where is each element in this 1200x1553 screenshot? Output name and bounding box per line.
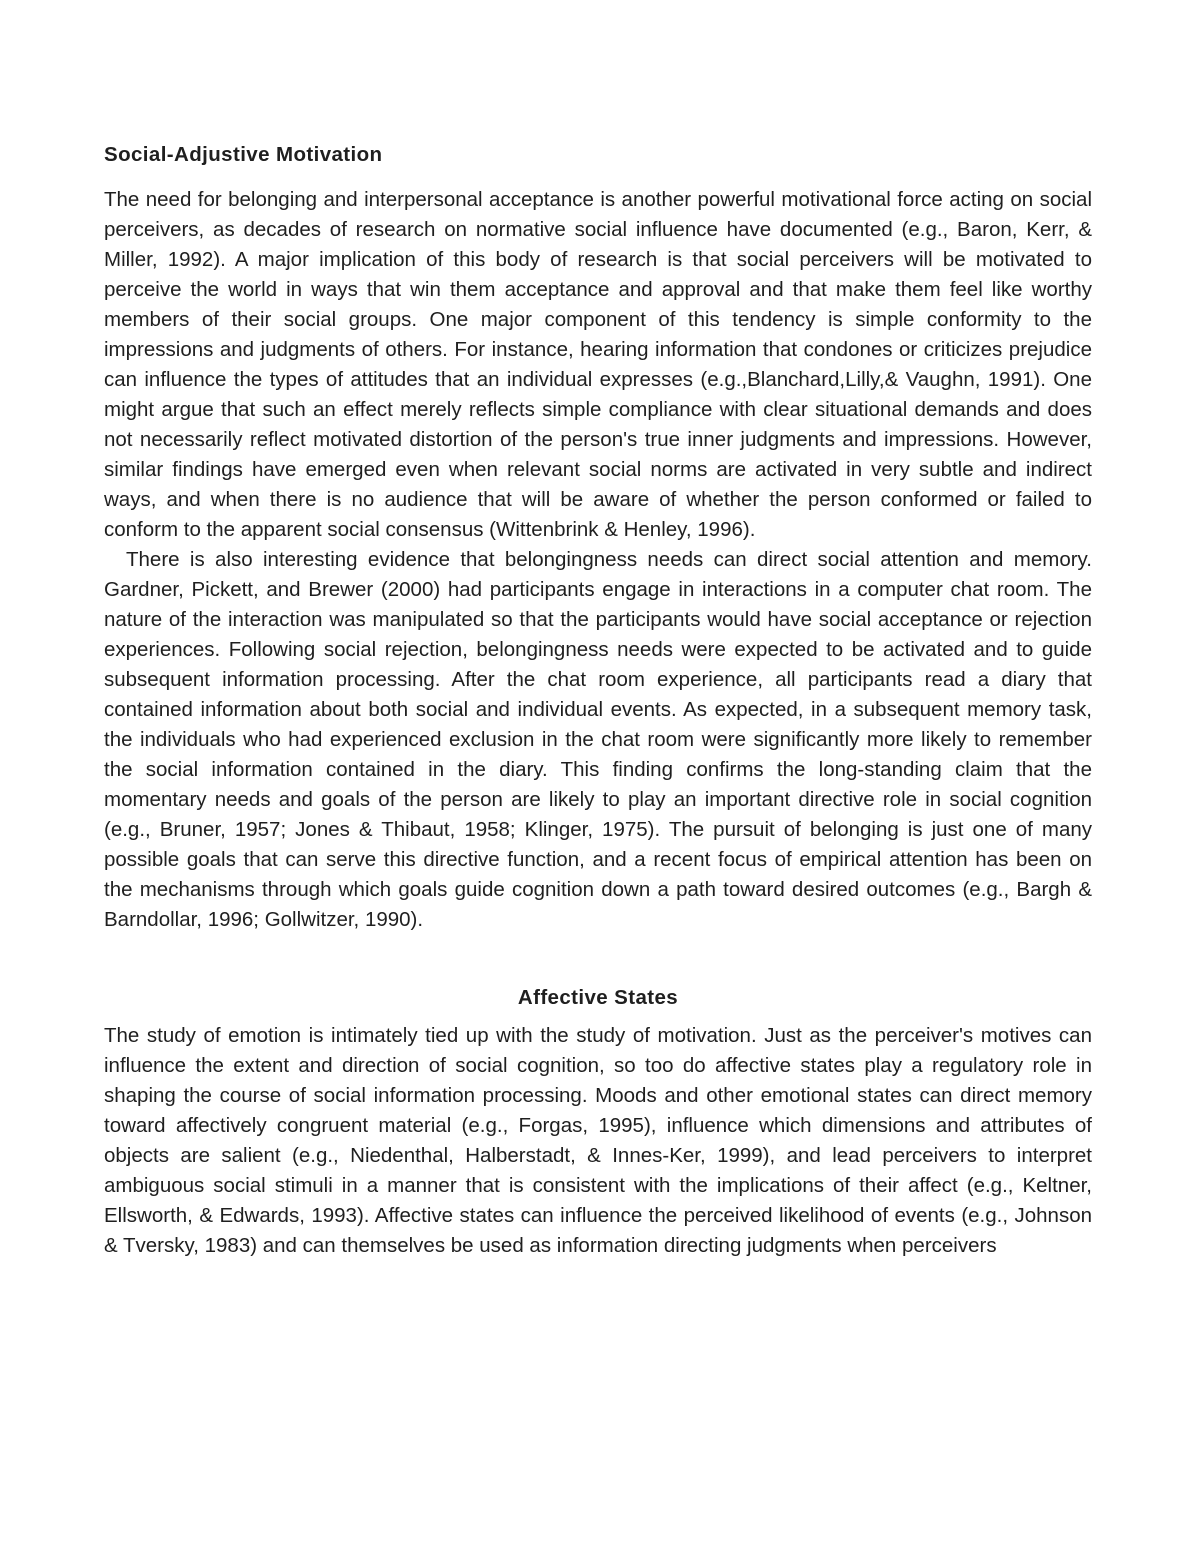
paragraph: The need for belonging and interpersonal acceptance is another powerful motivational force acting on social perceivers, as decades of research on normative social influence have documented (e.g., Baron, Kerr, & Miller, 1992). A major implication of this body of research is that social perceivers will be motivated to perceive the world in ways that win them acceptance and approval and that make them feel like worthy members of their social groups. One major component of this tendency is simple conformity to the impressions and judgments of others. For instance, hearing information that condones or criticizes prejudice can influence the types of attitudes that an individual expresses (e.g.,Blanchard,Lilly,& Vaughn, 1991). One might argue that such an effect merely reflects simple compliance with clear situational demands and does not necessarily reflect motivated distortion of the person's true inner judgments and impressions. However, similar findings have emerged even when relevant social norms are activated in very subtle and indirect ways, and when there is no audience that will be aware of whether the person conformed or failed to conform to the apparent social consensus (Wittenbrink & Henley, 1996). [104, 188, 1092, 541]
section-heading-social-adjustive: Social-Adjustive Motivation [104, 143, 383, 166]
document-page [104, 140, 1092, 1261]
paragraph: There is also interesting evidence that belongingness needs can direct social attention and memory. Gardner, Pickett, and Brewer (2000) had participants engage in interactions in a computer chat room. The nature of the interaction was manipulated so that the participants would have social acceptance or rejection experiences. Following social rejection, belongingness needs were expected to be activated and to guide subsequent information processing. After the chat room experience, all participants read a diary that contained information about both social and individual events. As expected, in a subsequent memory task, the individuals who had experienced exclusion in the chat room were significantly more likely to remember the social information contained in the diary. This finding confirms the long-standing claim that the momentary needs and goals of the person are likely to play an important directive role in social cognition (e.g., Bruner, 1957; Jones & Thibaut, 1958; Klinger, 1975). The pursuit of belonging is just one of many possible goals that can serve this directive function, and a recent focus of empirical attention has been on the mechanisms through which goals guide cognition down a path toward desired outcomes (e.g., Bargh & Barndollar, 1996; Gollwitzer, 1990). [104, 548, 1092, 931]
paragraph: The study of emotion is intimately tied up with the study of motivation. Just as the perceiver's motives can influence the extent and direction of social cognition, so too do affective states play a regulatory role in shaping the course of social information processing. Moods and other emotional states can direct memory toward affectively congruent material (e.g., Forgas, 1995), influence which dimensions and attributes of objects are salient (e.g., Niedenthal, Halberstadt, & Innes-Ker, 1999), and lead perceivers to interpret ambiguous social stimuli in a manner that is consistent with the implications of their affect (e.g., Keltner, Ellsworth, & Edwards, 1993). Affective states can influence the perceived likelihood of events (e.g., Johnson & Tversky, 1983) and can themselves be used as information directing judgments when perceivers [104, 1024, 1092, 1257]
section-heading-affective-states: Affective States [517, 986, 679, 1009]
